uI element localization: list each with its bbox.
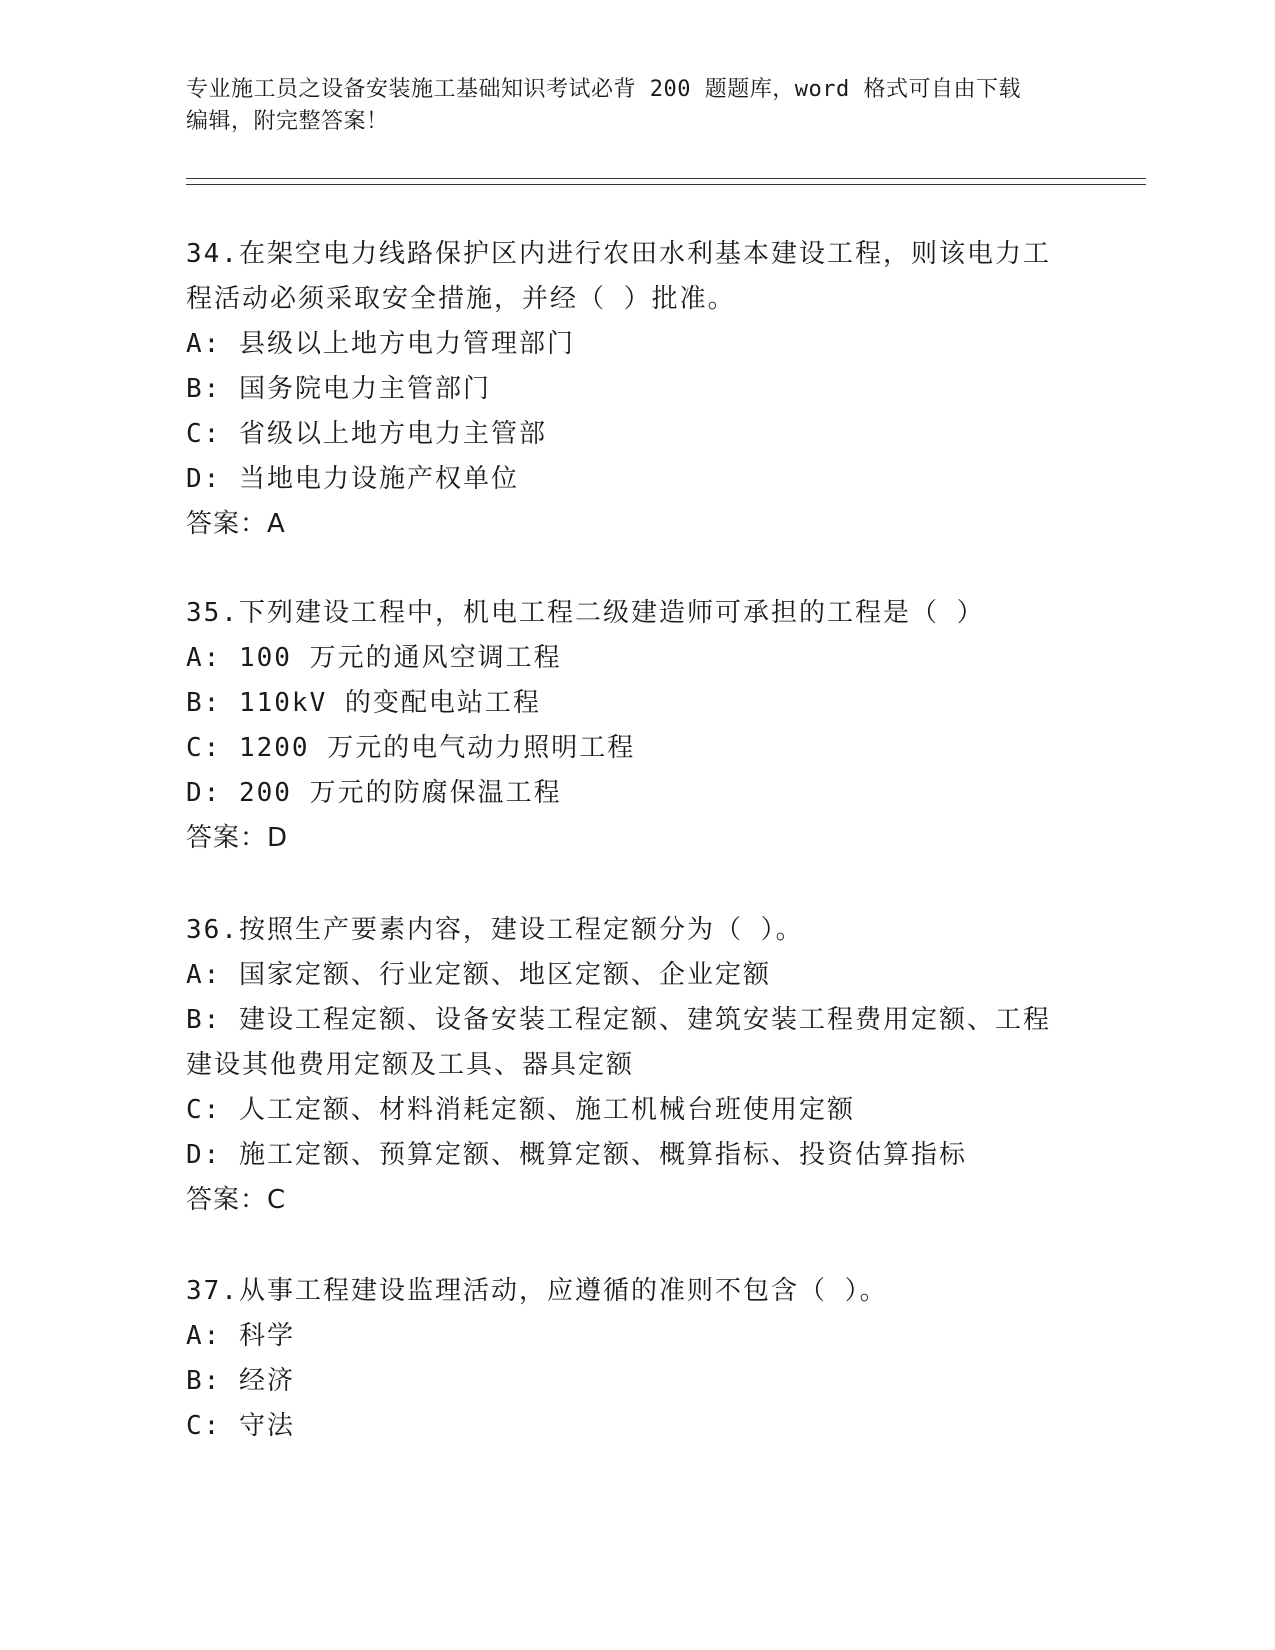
header-title-line2: 编辑，附完整答案！: [186, 109, 389, 134]
option-b-continued: 建设其他费用定额及工具、器具定额: [186, 1050, 635, 1080]
question-stem: 34.在架空电力线路保护区内进行农田水利基本建设工程，则该电力工: [186, 239, 1051, 269]
document-header: [186, 74, 1086, 138]
option-c: C: 守法: [186, 1411, 295, 1441]
question-36: [186, 908, 1086, 1223]
option-a: A: 国家定额、行业定额、地区定额、企业定额: [186, 960, 771, 990]
option-b: B: 国务院电力主管部门: [186, 374, 491, 404]
option-a: A: 县级以上地方电力管理部门: [186, 329, 575, 359]
option-c: C: 人工定额、材料消耗定额、施工机械台班使用定额: [186, 1095, 855, 1125]
option-a: A: 科学: [186, 1321, 295, 1351]
answer-label: 答案：C: [186, 1185, 287, 1215]
option-b: B: 110kV 的变配电站工程: [186, 688, 541, 718]
question-stem: 37.从事工程建设监理活动，应遵循的准则不包含（ ）。: [186, 1276, 888, 1306]
header-divider: [186, 178, 1146, 185]
option-b: B: 经济: [186, 1366, 295, 1396]
answer-label: 答案：A: [186, 509, 286, 539]
question-34: [186, 232, 1086, 547]
option-a: A: 100 万元的通风空调工程: [186, 643, 562, 673]
option-c: C: 1200 万元的电气动力照明工程: [186, 733, 636, 763]
question-stem: 35.下列建设工程中，机电工程二级建造师可承担的工程是（ ）: [186, 598, 985, 628]
header-title-line1: 专业施工员之设备安装施工基础知识考试必背 200 题题库，word 格式可自由下载: [186, 77, 1021, 102]
option-d: D: 当地电力设施产权单位: [186, 464, 519, 494]
question-37: [186, 1269, 1086, 1449]
question-stem: 36.按照生产要素内容，建设工程定额分为（ ）。: [186, 915, 804, 945]
option-d: D: 施工定额、预算定额、概算定额、概算指标、投资估算指标: [186, 1140, 967, 1170]
option-d: D: 200 万元的防腐保温工程: [186, 778, 562, 808]
question-35: [186, 591, 1086, 861]
question-stem: 程活动必须采取安全措施，并经（ ）批准。: [186, 284, 736, 314]
answer-label: 答案：D: [186, 823, 289, 853]
option-b: B: 建设工程定额、设备安装工程定额、建筑安装工程费用定额、工程: [186, 1005, 1051, 1035]
option-c: C: 省级以上地方电力主管部: [186, 419, 547, 449]
